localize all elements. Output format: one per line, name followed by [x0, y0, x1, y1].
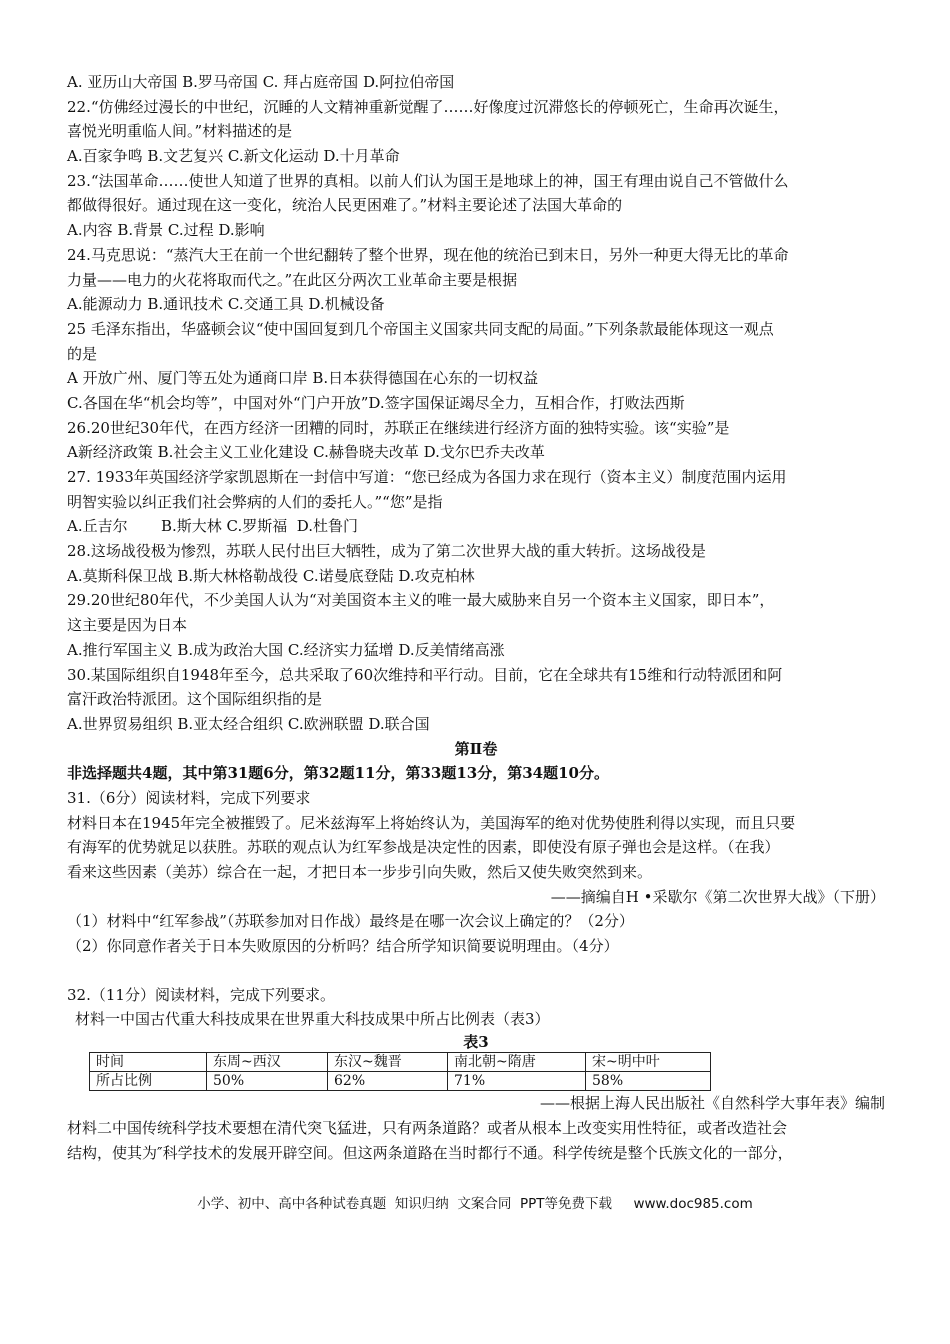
- table-row: [90, 1072, 711, 1091]
- q25-options: A 开放广州、厦门等五处为通商口岸 B.日本获得德国在心东的一切权益: [67, 369, 539, 388]
- q31-material: 看来这些因素（美苏）综合在一起，才把日本一步步引向失败，然后又使失败突然到来。: [67, 863, 653, 881]
- q30-stem: 30.某国际组织自1948年至今，总共采取了60次维持和平行动。目前，它在全球共有15维和行动特派团和阿: [67, 665, 783, 684]
- table-cell: 所占比例: [90, 1072, 207, 1091]
- section-title: 第Ⅱ卷: [454, 739, 498, 758]
- q27-stem: 明智实验以纠正我们社会弊病的人们的委托人。”“您”是指: [67, 492, 443, 511]
- table-cell: 南北朝~隋唐: [448, 1053, 586, 1072]
- q32-material1: 材料一中国古代重大科技成果在世界重大科技成果中所占比例表（表3）: [75, 1010, 550, 1029]
- q32-material2: 结构，使其为″科学技术的发展开辟空间。但这两条道路在当时都行不通。科学传统是整个氏族文化的一部分，: [67, 1143, 793, 1162]
- q23-stem: 23.“法国革命……使世人知道了世界的真相。以前人们认为国王是地球上的神，国王有理由说自己不管做什么: [67, 171, 789, 190]
- q24-stem: 24.马克思说：“蒸汽大王在前一个世纪翻转了整个世界，现在他的统治已到末日，另外一种更大得无比的革命: [67, 245, 789, 264]
- q29-stem: 这主要是因为日本: [67, 616, 188, 635]
- exam-page: [67, 70, 885, 1165]
- q25-stem: 25 毛泽东指出，华盛顿会议“使中国回复到几个帝国主义国家共同支配的局面。”下列条款最能体现这一观点: [67, 319, 774, 338]
- q31-source: ——摘编自H •采歇尔《第二次世界大战》（下册）: [550, 887, 885, 906]
- q26-options: A新经济政策 B.社会主义工业化建设 C.赫鲁晓夫改革 D.戈尔巴乔夫改革: [67, 443, 545, 462]
- q23-options: A.内容 B.背景 C.过程 D.影响: [67, 221, 265, 240]
- q23-stem: 都做得很好。通过现在这一变化，统治人民更困难了。”材料主要论述了法国大革命的: [67, 196, 623, 215]
- spacer: [67, 959, 885, 983]
- table-row: [90, 1053, 711, 1072]
- table-cell: 东周~西汉: [207, 1053, 328, 1072]
- q27-options: A.丘吉尔 B.斯大林 C.罗斯福 D.杜鲁门: [67, 517, 359, 536]
- table-cell: 东汉~魏晋: [328, 1053, 448, 1072]
- q22-stem: 喜悦光明重临人间。”材料描述的是: [67, 122, 293, 141]
- table-source: ——根据上海人民出版社《自然科学大事年表》编制: [539, 1094, 885, 1113]
- table-cell: 50%: [207, 1072, 328, 1091]
- q24-options: A.能源动力 B.通讯技术 C.交通工具 D.机械设备: [67, 295, 385, 314]
- q22-stem: 22.“仿佛经过漫长的中世纪，沉睡的人文精神重新觉醒了……好像度过沉滞悠长的停顿死亡，生命再次诞生，: [67, 97, 789, 116]
- table-cell: 62%: [328, 1072, 448, 1091]
- q25-stem: 的是: [67, 344, 98, 363]
- table-cell: 58%: [586, 1072, 711, 1091]
- q27-stem: 27. 1933年英国经济学家凯恩斯在一封信中写道：“您已经成为各国力求在现行（资本主义）制度范围内运用: [67, 468, 787, 486]
- q30-stem: 富汗政治特派团。这个国际组织指的是: [67, 690, 323, 709]
- q21-options: A. 亚历山大帝国 B.罗马帝国 C. 拜占庭帝国 D.阿拉伯帝国: [67, 73, 455, 91]
- q26-stem: 26.20世纪30年代，在西方经济一团糟的同时，苏联正在继续进行经济方面的独特实验。该“实验”是: [67, 418, 730, 437]
- q22-options: A.百家争鸣 B.文艺复兴 C.新文化运动 D.十月革命: [67, 147, 400, 166]
- q31-sub2: （2）你同意作者关于日本失败原因的分析吗？结合所学知识简要说明理由。（4分）: [67, 937, 619, 956]
- table-cell: 时间: [90, 1053, 207, 1072]
- q29-stem: 29.20世纪80年代，不少美国人认为“对美国资本主义的唯一最大威胁来自另一个资本主义国家，即日本”，: [67, 591, 775, 610]
- table-title: 表3: [463, 1033, 489, 1052]
- table-cell: 宋~明中叶: [586, 1053, 711, 1072]
- q32-head: 32.（11分）阅读材料，完成下列要求。: [67, 985, 335, 1004]
- q31-material: 材料日本在1945年完全被摧毁了。尼米兹海军上将始终认为，美国海军的绝对优势使胜利得以实现，而且只要: [67, 813, 796, 832]
- q32-material2: 材料二中国传统科学技术要想在清代突飞猛进，只有两条道路？或者从根本上改变实用性特征，或者改造社会: [67, 1118, 788, 1137]
- table-cell: 71%: [448, 1072, 586, 1091]
- section-note: 非选择题共4题，其中第31题6分，第32题11分，第33题13分，第34题10分。: [67, 764, 609, 783]
- q30-options: A.世界贸易组织 B.亚太经合组织 C.欧洲联盟 D.联合国: [67, 714, 430, 733]
- q31-material: 有海军的优势就足以获胜。苏联的观点认为红军参战是决定性的因素，即使没有原子弹也会是这样。（在我）: [67, 838, 780, 857]
- q29-options: A.推行军国主义 B.成为政治大国 C.经济实力猛增 D.反美情绪高涨: [67, 640, 505, 659]
- q25-options: C.各国在华“机会均等”，中国对外“门户开放”D.签字国保证竭尽全力，互相合作，打败法西斯: [67, 393, 685, 412]
- q31-head: 31.（6分）阅读材料，完成下列要求: [67, 788, 311, 807]
- q28-stem: 28.这场战役极为惨烈，苏联人民付出巨大牺牲，成为了第二次世界大战的重大转折。这场战役是: [67, 542, 706, 561]
- q28-options: A.莫斯科保卫战 B.斯大林格勒战役 C.诺曼底登陆 D.攻克柏林: [67, 566, 475, 585]
- science-ratio-table: [89, 1052, 711, 1091]
- page-footer: 小学、初中、高中各种试卷真题 知识归纳 文案合同 PPT等免费下载 www.doc985.com: [197, 1196, 753, 1212]
- q31-sub1: （1）材料中“红军参战”（苏联参加对日作战）最终是在哪一次会议上确定的？（2分）: [67, 912, 634, 931]
- q24-stem: 力量——电力的火花将取而代之。”在此区分两次工业革命主要是根据: [67, 270, 518, 289]
